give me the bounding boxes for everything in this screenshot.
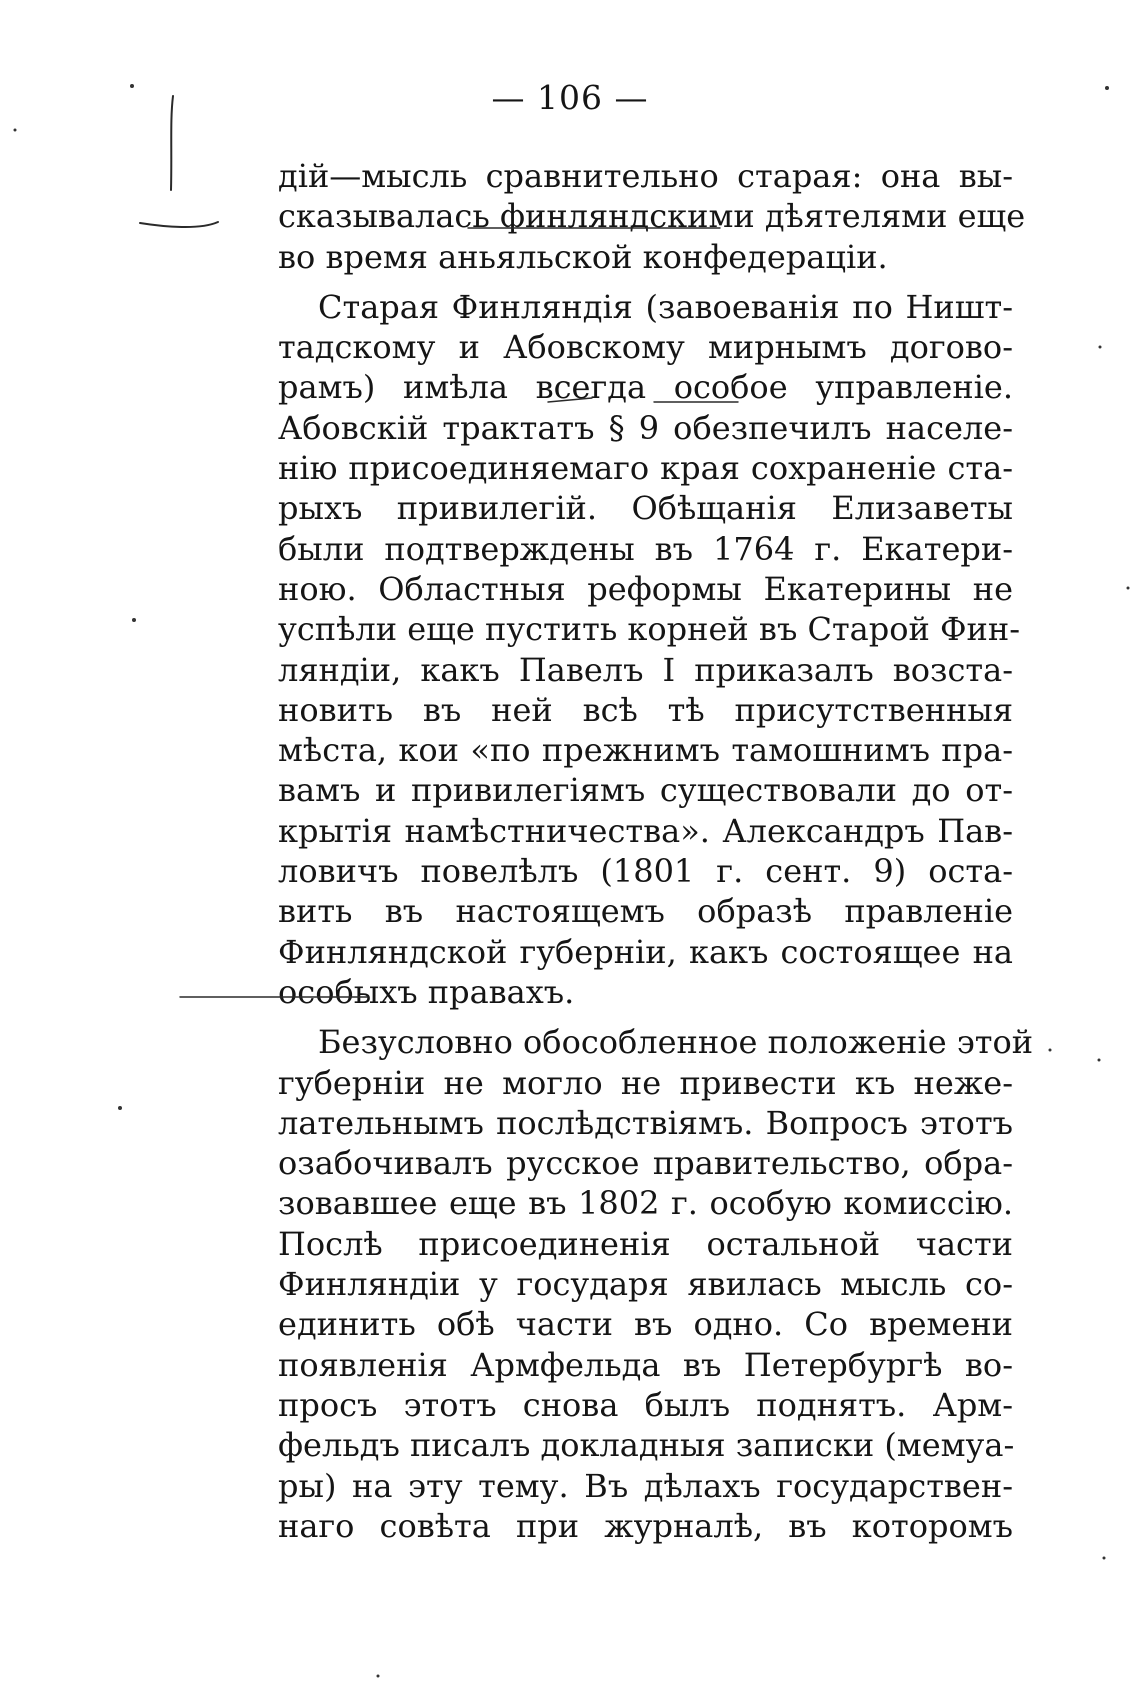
text-line: наго совѣта при журналѣ, въ которомъ [278, 1506, 1013, 1545]
text-line: ловичъ повелѣлъ (1801 г. сент. 9) оста- [278, 852, 1013, 891]
text-line: вить въ настоящемъ образѣ правленіе [278, 892, 1013, 931]
text-line: были подтверждены въ 1764 г. Екатери- [278, 529, 1013, 568]
text-line: тадскому и Абовскому мирнымъ догово- [278, 328, 1013, 367]
paragraph-2 [278, 287, 1021, 1012]
speck [1049, 1049, 1052, 1052]
text-line: дій—мысль сравнительно старая: она вы- [278, 157, 1013, 195]
margin-arrow-stroke [140, 222, 218, 227]
text-line: вамъ и привилегіямъ существовали до от- [278, 771, 1013, 810]
text-line: успѣли еще пустить корней въ Старой Фин- [278, 610, 1021, 649]
speck [14, 129, 17, 132]
text-line: рамъ) имѣла всегда особое управленіе. [278, 368, 1013, 407]
text-line: новить въ ней всѣ тѣ присутственныя [278, 690, 1013, 729]
text-line: крытія намѣстничества». Александръ Пав- [278, 811, 1013, 850]
speck [132, 618, 136, 622]
text-line: ляндіи, какъ Павелъ I приказалъ возста- [278, 650, 1013, 689]
text-line: зовавшее еще въ 1802 г. особую комиссію. [278, 1184, 1013, 1223]
speck [1099, 346, 1102, 349]
text-line: нію присоединяемаго края сохраненіе ста- [278, 449, 1013, 488]
page-number: — 106 — [491, 78, 649, 117]
text-line: появленія Армфельда въ Петербургѣ во- [278, 1345, 1013, 1384]
speck [1098, 1059, 1101, 1062]
text-line: сказывалась финляндскими дѣятелями еще [278, 197, 1026, 236]
text-line: Безусловно обособленное положеніе этой [318, 1023, 1034, 1062]
text-line: Старая Финляндія (завоеванія по Ништ- [318, 287, 1013, 326]
text-line: рыхъ привилегій. Обѣщанія Елизаветы [278, 489, 1013, 528]
text-line: ною. Областныя реформы Екатерины не [278, 569, 1013, 608]
text-line: озабочивалъ русское правительство, обра- [278, 1144, 1013, 1183]
text-line: мѣста, кои «по прежнимъ тамошнимъ пра- [278, 731, 1013, 770]
speck [1127, 587, 1130, 590]
paragraph-1 [278, 156, 1026, 277]
text-line: ры) на эту тему. Въ дѣлахъ государствен- [278, 1466, 1013, 1505]
text-line: фельдъ писалъ докладныя записки (мемуа- [278, 1426, 1015, 1465]
text-line: лательнымъ послѣдствіямъ. Вопросъ этотъ [278, 1103, 1013, 1142]
text-line: единить обѣ части въ одно. Со времени [278, 1305, 1013, 1344]
speck [118, 1106, 122, 1110]
text-line: Финляндской губерніи, какъ состоящее на [278, 932, 1013, 971]
text-line: во время аньяльской конфедераціи. [278, 237, 888, 276]
body-text [278, 156, 1034, 1546]
paragraph-3 [278, 1022, 1034, 1546]
speck [377, 1675, 380, 1678]
speck [1103, 1557, 1106, 1560]
text-line: губерніи не могло не привести къ неже- [278, 1063, 1013, 1102]
text-line: особыхъ правахъ. [278, 972, 575, 1011]
text-line: Послѣ присоединенія остальной части [278, 1224, 1013, 1263]
text-line: Абовскій трактатъ § 9 обезпечилъ населе- [278, 408, 1013, 447]
text-line: Финляндіи у государя явилась мысль со- [278, 1265, 1013, 1304]
text-line: просъ этотъ снова былъ поднятъ. Арм- [278, 1385, 1013, 1424]
